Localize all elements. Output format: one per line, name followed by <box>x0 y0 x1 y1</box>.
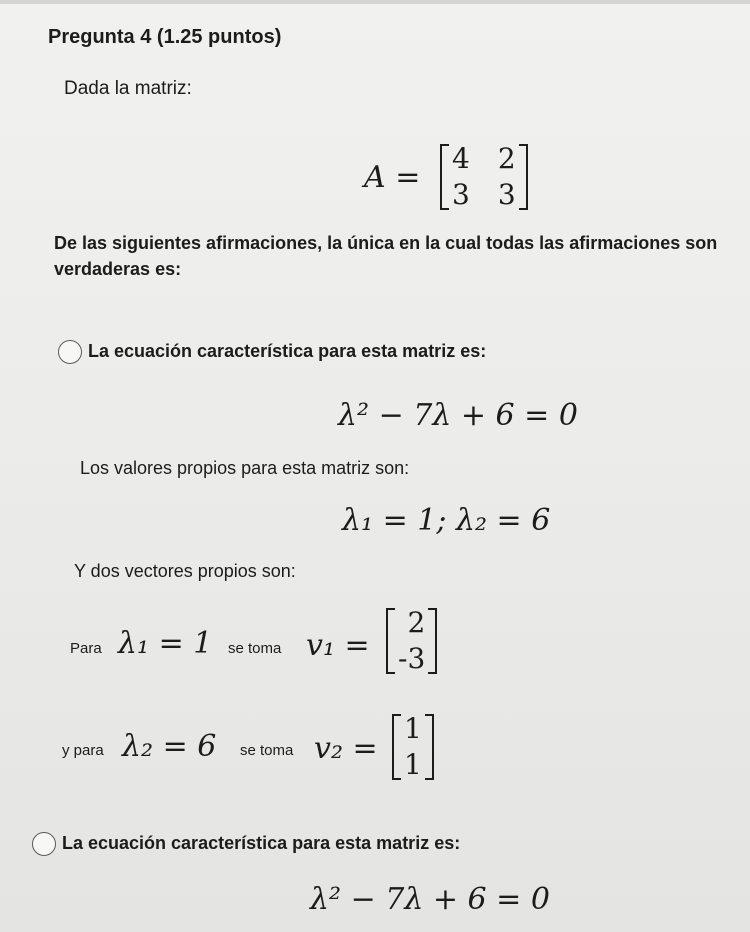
vector-cell: 2 <box>407 606 426 639</box>
option-1-vec-label: Y dos vectores propios son: <box>74 561 296 581</box>
option-2-radio[interactable] <box>32 832 56 856</box>
vector-cell: -3 <box>398 642 426 675</box>
matrix-lhs: A = <box>364 160 421 195</box>
matrix-cell: 3 <box>452 178 470 211</box>
line2-v: v₂ = <box>314 731 378 766</box>
matrix-cell: 4 <box>452 142 470 175</box>
matrix-a <box>440 142 528 212</box>
option-1-char-label: La ecuación característica para esta matriz es: <box>88 341 487 361</box>
vector-cell: 1 <box>404 748 422 781</box>
question-prompt: Dada la matriz: <box>64 78 192 99</box>
line2-mid: se toma <box>240 742 294 759</box>
vector-cell: 1 <box>404 712 422 745</box>
top-divider <box>0 0 750 4</box>
question-title: Pregunta 4 (1.25 puntos) <box>48 26 282 48</box>
vector-v1 <box>386 606 437 676</box>
line2-pre: y para <box>62 742 104 759</box>
line1-mid: se toma <box>228 640 282 657</box>
line2-lambda: λ₂ = 6 <box>122 729 217 764</box>
line1-v: v₁ = <box>306 628 370 663</box>
line1-lambda: λ₁ = 1 <box>118 626 213 661</box>
vector-v2 <box>392 712 434 782</box>
line1-pre: Para <box>70 640 102 657</box>
option-1-radio[interactable] <box>58 340 82 364</box>
matrix-cell: 3 <box>497 178 516 211</box>
matrix-cell: 2 <box>497 142 516 175</box>
option-1-eig-equation: λ₁ = 1; λ₂ = 6 <box>342 503 551 538</box>
option-2-char-label: La ecuación característica para esta matriz es: <box>62 833 461 853</box>
question-statement: De las siguientes afirmaciones, la única en la cual todas las afirmaciones son verdaderas es: <box>54 233 718 279</box>
option-2-char-equation: λ² − 7λ + 6 = 0 <box>310 882 550 917</box>
option-1-eig-label: Los valores propios para esta matriz son: <box>80 458 410 478</box>
option-1-char-equation: λ² − 7λ + 6 = 0 <box>338 398 578 433</box>
